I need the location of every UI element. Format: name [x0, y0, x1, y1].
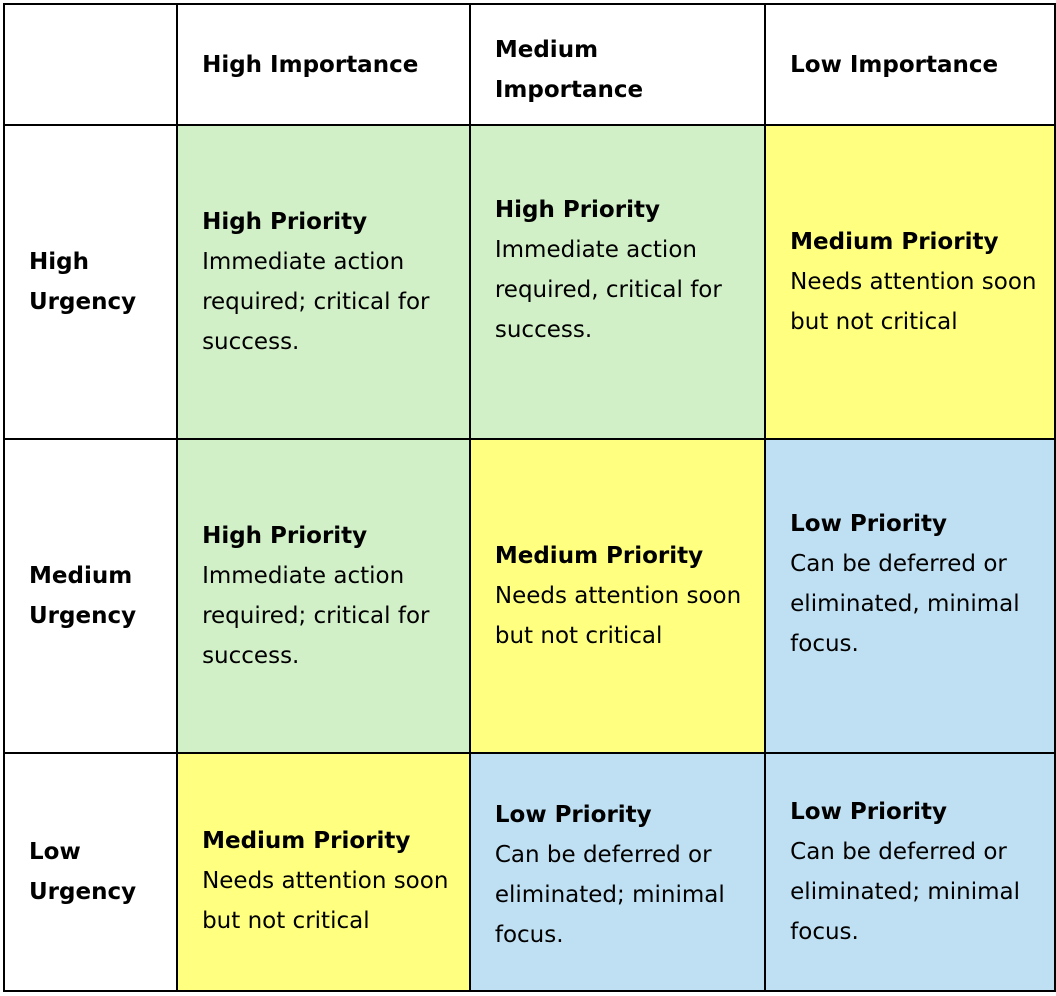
- corner-cell: [4, 4, 177, 125]
- header-medium-importance: [470, 4, 765, 125]
- priority-description: Immediate action required; critical for success.: [202, 249, 430, 355]
- priority-title: Medium Priority: [494, 543, 704, 569]
- priority-cell: [470, 439, 765, 753]
- priority-title: High Priority: [494, 197, 660, 223]
- row-label-cell: [4, 753, 177, 991]
- priority-description: Needs attention soon but not critical: [790, 269, 1037, 335]
- priority-description: Needs attention soon but not critical: [494, 583, 742, 649]
- row-medium-urgency: [4, 439, 1055, 753]
- priority-title: Medium Priority: [790, 229, 999, 255]
- priority-title: High Priority: [202, 523, 368, 549]
- priority-cell: [765, 753, 1055, 991]
- priority-cell: [177, 439, 470, 753]
- priority-description: Can be deferred or eliminated; minimal focus.: [494, 842, 725, 948]
- priority-description: Immediate action required; critical for success.: [202, 563, 430, 669]
- header-high-importance: [177, 4, 470, 125]
- priority-cell: [470, 753, 765, 991]
- row-label: High Urgency: [29, 249, 137, 315]
- priority-description: Can be deferred or eliminated; minimal focus.: [790, 839, 1021, 945]
- header-label: High Importance: [202, 51, 419, 78]
- priority-title: Low Priority: [790, 799, 947, 825]
- row-low-urgency: [4, 753, 1055, 991]
- priority-cell: [765, 439, 1055, 753]
- priority-description: Immediate action required, critical for success.: [494, 237, 722, 343]
- row-label: Low Urgency: [29, 839, 137, 905]
- header-label: Low Importance: [790, 51, 999, 78]
- priority-cell: [470, 125, 765, 439]
- row-label-cell: [4, 125, 177, 439]
- row-label: Medium Urgency: [29, 563, 137, 629]
- header-label: Medium Importance: [494, 36, 644, 103]
- priority-description: Needs attention soon but not critical: [202, 868, 449, 934]
- priority-matrix-table: [3, 3, 1056, 992]
- row-high-urgency: [4, 125, 1055, 439]
- priority-cell: [177, 753, 470, 991]
- header-row: [4, 4, 1055, 125]
- priority-title: Low Priority: [494, 802, 652, 828]
- priority-cell: [765, 125, 1055, 439]
- priority-description: Can be deferred or eliminated, minimal focus.: [790, 551, 1020, 657]
- row-label-cell: [4, 439, 177, 753]
- priority-title: High Priority: [202, 209, 368, 235]
- priority-cell: [177, 125, 470, 439]
- priority-title: Low Priority: [790, 511, 947, 537]
- priority-title: Medium Priority: [202, 828, 411, 854]
- header-low-importance: [765, 4, 1055, 125]
